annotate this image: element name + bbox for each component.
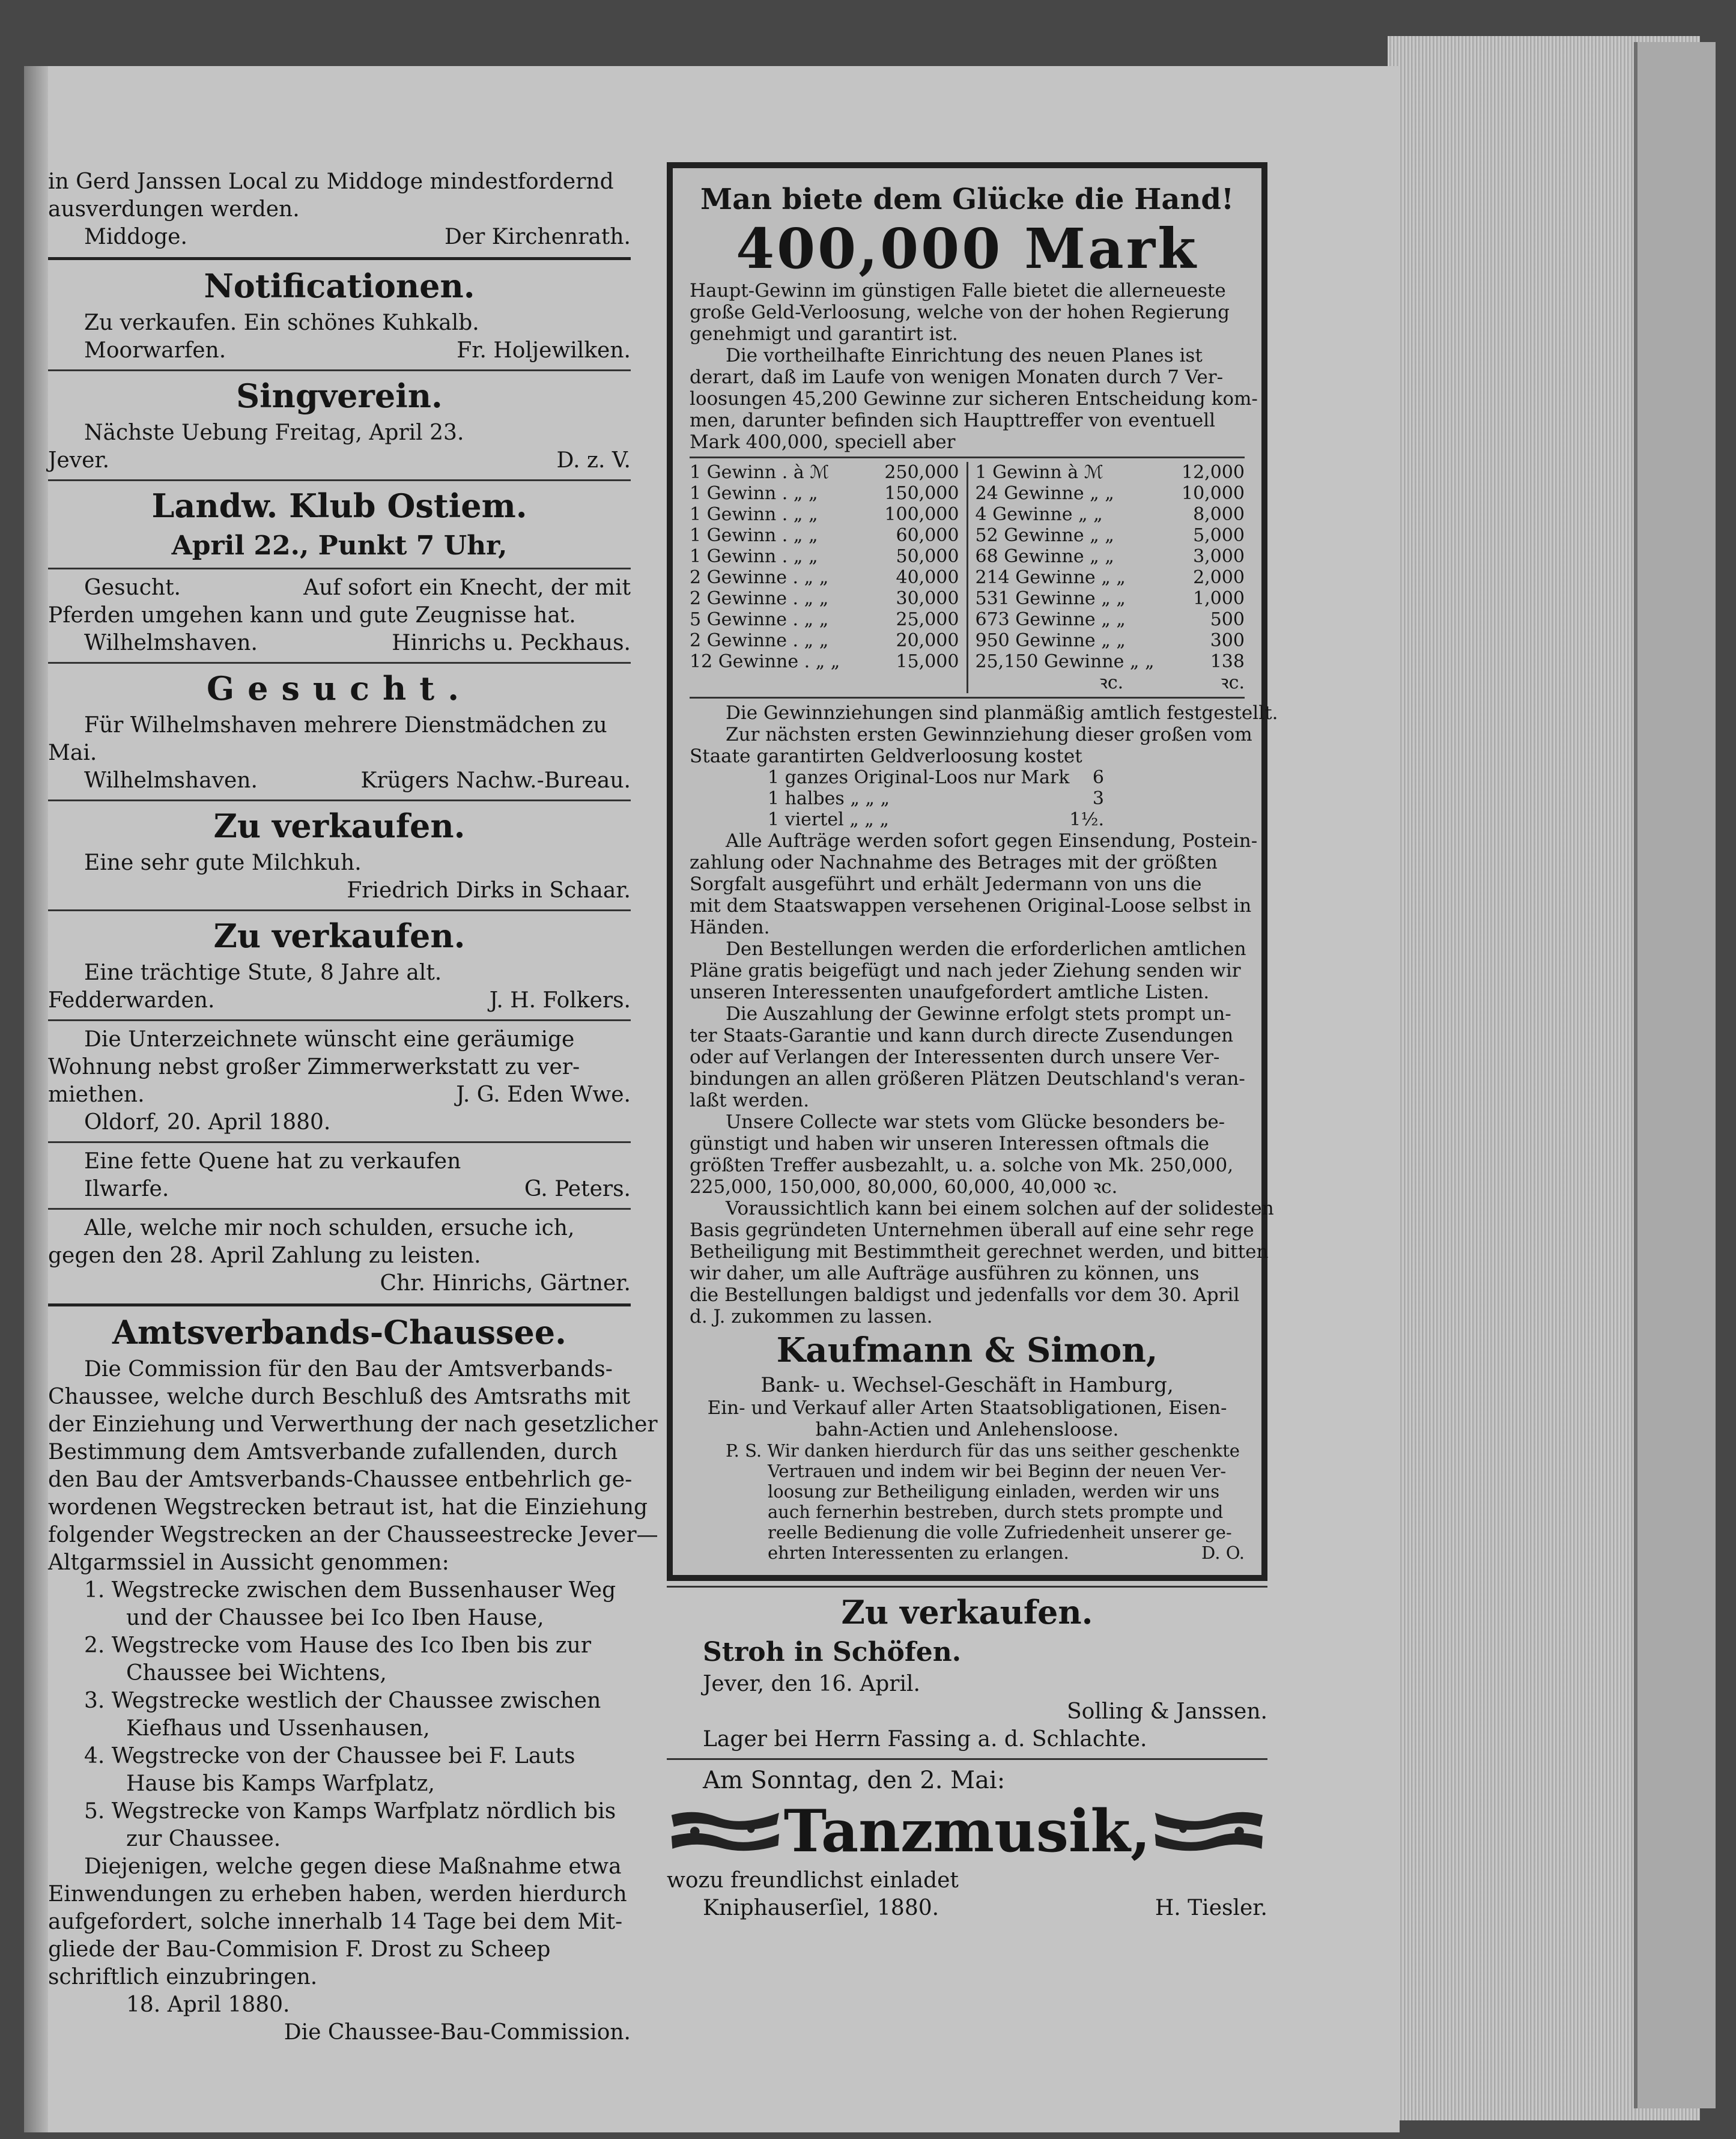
ad-signer: D. z. V. (556, 448, 631, 473)
ad-line: Sorgfalt ausgeführt und erhält Jedermann von uns die (690, 873, 1202, 895)
ad-footer (667, 1895, 1267, 1922)
ad-line: loosungen 45,200 Gewinne zur sicheren Entscheidung kom- (690, 388, 1258, 410)
table-row (976, 504, 1245, 525)
prize-value: 50,000 (896, 546, 959, 567)
ad-signer: D. O. (1201, 1543, 1245, 1563)
prize-label: 68 Gewinne „ „ (975, 546, 1114, 567)
ad-line: Lager bei Herrn Fassing a. d. Schlachte. (703, 1727, 1147, 1752)
ad-date: 18. April 1880. (126, 1992, 290, 2017)
table-row (976, 609, 1245, 630)
ad-line: schriftlich einzubringen. (48, 1965, 318, 1989)
ad-line: auch fernerhin bestreben, durch stets prompte und (768, 1502, 1224, 1522)
ad-line: reelle Bedienung die volle Zufriedenheit unserer ge- (768, 1522, 1232, 1543)
ornament-left-icon (667, 1798, 784, 1864)
ad-line: Unsere Collecte war stets vom Glücke besonders be- (726, 1111, 1225, 1133)
prize-value: 10,000 (1182, 483, 1245, 504)
ad-signer: G. Peters. (524, 1177, 631, 1201)
prize-value: 40,000 (896, 567, 959, 588)
prize-value: 2,000 (1193, 567, 1245, 588)
ad-signer: J. G. Eden Wwe. (456, 1082, 631, 1107)
ad-line: bindungen an allen größeren Plätzen Deutschland's veran- (690, 1068, 1245, 1090)
prize-value: 60,000 (896, 525, 959, 546)
prize-value: 3,000 (1193, 546, 1245, 567)
section-title: Gesucht. (206, 669, 473, 708)
tanzmusik-banner (667, 1798, 1267, 1864)
schulden-section (48, 1215, 631, 1297)
divider (48, 479, 631, 481)
ad-line: Betheiligung mit Bestimmtheit gerechnet werden, und bitten (690, 1241, 1269, 1263)
price-label: 1 viertel „ „ „ (768, 809, 889, 830)
ad-line: Bestimmung dem Amtsverbande zufallenden, durch (48, 1440, 618, 1464)
section-title: Singverein. (236, 377, 443, 415)
prize-value: 250,000 (884, 462, 959, 483)
ad-line: ter Staats-Garantie und kann durch directe Zusendungen (690, 1025, 1234, 1046)
page-spine-shadow (24, 66, 48, 2132)
ad-line: große Geld-Verloosung, welche von der hohen Regierung (690, 302, 1230, 323)
ad-keyword: Gesucht. (84, 575, 181, 600)
ad-place: Jever. (48, 448, 110, 473)
prize-label: 1 Gewinn à ℳ (975, 462, 1103, 483)
ad-line: Die Gewinnziehungen sind planmäßig amtlich festgestellt. (726, 702, 1278, 724)
list-item: Kiefhaus und Ussenhausen, (126, 1716, 430, 1741)
ad-line: wozu freundlichst einladet (667, 1868, 959, 1893)
ad-line: Mark 400,000, speciell aber (690, 431, 956, 453)
price-row (690, 809, 1104, 830)
ad-line: Zur nächsten ersten Gewinnziehung dieser großen vom (726, 724, 1252, 745)
divider (48, 1019, 631, 1021)
ad-line: miethen. (48, 1082, 145, 1107)
ad-line: derart, daß im Laufe von wenigen Monaten durch 7 Ver- (690, 366, 1224, 388)
ad-line: Den Bestellungen werden die erforderlichen amtlichen (726, 938, 1246, 960)
price-label: 1 halbes „ „ „ (768, 788, 890, 809)
section-title: Amtsverbands-Chaussee. (112, 1313, 566, 1352)
table-row (976, 567, 1245, 588)
prize-table-left (690, 462, 968, 693)
ad-line: Die vortheilhafte Einrichtung des neuen Planes ist (726, 345, 1203, 366)
ad-place: Fedderwarden. (48, 988, 215, 1013)
ad-footer (48, 987, 631, 1015)
ad-line: Für Wilhelmshaven mehrere Dienstmädchen zu (84, 713, 607, 738)
prize-table-right (968, 462, 1245, 693)
ad-line: mit dem Staatswappen versehenen Original-Loose selbst in (690, 895, 1252, 917)
ornament-right-icon (1150, 1798, 1267, 1864)
ad-line: ehrten Interessenten zu erlangen. (768, 1543, 1069, 1563)
section-subtitle: April 22., Punkt 7 Uhr, (171, 530, 508, 561)
quene-section (48, 1148, 631, 1203)
ad-line: Einwendungen zu erheben haben, werden hierdurch (48, 1882, 627, 1907)
ad-place: Moorwarfen. (84, 338, 226, 363)
ad-line: folgender Wegstrecken an der Chausseestrecke Jever— (48, 1523, 658, 1547)
list-item: 4. Wegstrecke von der Chaussee bei F. Lauts (84, 1744, 575, 1768)
table-row (690, 483, 959, 504)
table-row (690, 462, 959, 483)
ad-line: men, darunter befinden sich Haupttreffer von eventuell (690, 410, 1216, 431)
ad-line: Zu verkaufen. Ein schönes Kuhkalb. (84, 311, 479, 335)
firm-name: Kaufmann & Simon, (776, 1330, 1158, 1370)
divider (667, 1758, 1267, 1760)
prize-value: 12,000 (1182, 462, 1245, 483)
table-row (690, 651, 959, 672)
table-row (976, 630, 1245, 651)
prize-value: 138 (1210, 651, 1245, 672)
price-value: 3 (1092, 788, 1104, 809)
ad-line: genehmigt und garantirt ist. (690, 323, 958, 345)
wohnung-section (48, 1026, 631, 1136)
lottery-headline: Man biete dem Glücke die Hand! (700, 183, 1234, 216)
ad-footer (48, 630, 631, 657)
prize-label: 673 Gewinne „ „ (975, 609, 1126, 630)
ad-line: Alle, welche mir noch schulden, ersuche ich, (84, 1216, 575, 1240)
ad-line: Eine sehr gute Milchkuh. (84, 851, 362, 875)
table-row (690, 525, 959, 546)
list-item: zur Chaussee. (126, 1827, 281, 1851)
firm-description: Ein- und Verkauf aller Arten Staatsobligationen, Eisen- (707, 1397, 1227, 1419)
prize-value: 500 (1210, 609, 1245, 630)
ad-line: loosung zur Betheiligung einladen, werden wir uns (768, 1481, 1220, 1502)
prize-value: 100,000 (884, 504, 959, 525)
ad-line: d. J. zukommen zu lassen. (690, 1306, 933, 1327)
list-item: Hause bis Kamps Warfplatz, (126, 1771, 435, 1796)
table-row (690, 630, 959, 651)
ad-line: den Bau der Amtsverbands-Chaussee entbehrlich ge- (48, 1467, 633, 1492)
ad-line: Diejenigen, welche gegen diese Maßnahme etwa (84, 1854, 622, 1879)
ad-line: gegen den 28. April Zahlung zu leisten. (48, 1243, 481, 1268)
ad-text: Auf sofort ein Knecht, der mit (303, 575, 631, 600)
notice-line: in Gerd Janssen Local zu Middoge mindestfordernd (48, 169, 614, 194)
right-column (667, 162, 1278, 1922)
table-row (976, 462, 1245, 483)
ad-line: Alle Aufträge werden sofort gegen Einsendung, Postein- (726, 830, 1258, 852)
ad-place: Wilhelmshaven. (84, 768, 258, 793)
book-cover-edge (1634, 42, 1716, 2108)
ad-line: Staate garantirten Geldverloosung kostet (690, 745, 1082, 767)
prize-value: 1,000 (1193, 588, 1245, 609)
ad-line: Nächste Uebung Freitag, April 23. (84, 420, 464, 445)
left-column (48, 168, 658, 2046)
table-row (690, 504, 959, 525)
ad-line: Eine fette Quene hat zu verkaufen (84, 1149, 461, 1174)
ad-line: die Bestellungen baldigst und jedenfalls vor dem 30. April (690, 1284, 1240, 1306)
section-title: Notificationen. (204, 267, 475, 305)
table-row (690, 567, 959, 588)
ad-line: Altgarmssiel in Aussicht genommen: (48, 1550, 449, 1575)
divider (48, 909, 631, 911)
ad-line: größten Treffer ausbezahlt, u. a. solche von Mk. 250,000, (690, 1154, 1234, 1176)
ad-signer: Chr. Hinrichs, Gärtner. (380, 1271, 631, 1296)
table-row (976, 483, 1245, 504)
prize-value: 30,000 (896, 588, 959, 609)
stroh-section (667, 1592, 1267, 1753)
notice-footer (48, 223, 631, 251)
ad-line: oder auf Verlangen der Interessenten durch unsere Ver- (690, 1046, 1220, 1068)
prize-label: 5 Gewinne . „ „ (690, 609, 829, 630)
ad-line: Vertrauen und indem wir bei Beginn der neuen Ver- (768, 1461, 1227, 1481)
divider (48, 568, 631, 569)
price-value: 1½. (1069, 809, 1104, 830)
ad-line: aufgefordert, solche innerhalb 14 Tage bei dem Mit- (48, 1910, 623, 1934)
section-subtitle: Stroh in Schöfen. (703, 1637, 962, 1667)
ad-signer: Solling & Janssen. (1066, 1699, 1267, 1724)
tanzmusik-title: Tanzmusik, (783, 1797, 1151, 1865)
prize-value: 8,000 (1193, 504, 1245, 525)
ad-line: Chaussee, welche durch Beschluß des Amtsraths mit (48, 1385, 631, 1409)
section-title: Zu verkaufen. (213, 807, 466, 845)
chaussee-section (48, 1312, 658, 2046)
prize-label: 25,150 Gewinne „ „ (975, 651, 1155, 672)
prize-label: 1 Gewinn . à ℳ (690, 462, 830, 483)
table-row (976, 672, 1245, 693)
section-title: Landw. Klub Ostiem. (151, 487, 527, 525)
klub-section (48, 486, 631, 657)
prize-label: 2 Gewinne . „ „ (690, 588, 829, 609)
ad-line: wordenen Wegstrecken betraut ist, hat die Einziehung (48, 1495, 648, 1520)
ad-line: zahlung oder Nachnahme des Betrages mit der größten (690, 852, 1218, 873)
ad-signer: Fr. Holjewilken. (457, 338, 631, 363)
prize-value: 25,000 (896, 609, 959, 630)
divider (48, 1208, 631, 1210)
ad-line: 225,000, 150,000, 80,000, 60,000, 40,000 ꝛc. (690, 1176, 1118, 1198)
ad-footer (48, 447, 631, 475)
ad-signer: Krügers Nachw.-Bureau. (360, 768, 631, 793)
list-item: und der Chaussee bei Ico Iben Hause, (126, 1606, 544, 1630)
ad-signer: J. H. Folkers. (489, 988, 631, 1013)
ad-footer (48, 767, 631, 795)
ad-footer (48, 337, 631, 365)
notice-signer: Der Kirchenrath. (444, 225, 631, 249)
section-title: Zu verkaufen. (213, 917, 466, 955)
ad-line: gliede der Bau-Commision F. Drost zu Scheep (48, 1937, 551, 1962)
divider (48, 1141, 631, 1143)
verkaufen-milchkuh-section (48, 806, 631, 905)
price-value: 6 (1092, 767, 1104, 788)
ad-line: unseren Interessenten unaufgefordert amtliche Listen. (690, 982, 1210, 1003)
table-row (976, 546, 1245, 567)
ad-line: Händen. (690, 917, 770, 938)
price-label: 1 ganzes Original-Loos nur Mark (768, 767, 1070, 788)
ad-line: Pläne gratis beigefügt und nach jeder Ziehung senden wir (690, 960, 1241, 982)
ad-line: der Einziehung und Verwerthung der nach gesetzlicher (48, 1412, 658, 1437)
ad-line: Wohnung nebst großer Zimmerwerkstatt zu ver- (48, 1055, 580, 1079)
prize-value: 150,000 (884, 483, 959, 504)
ad-line: laßt werden. (690, 1090, 810, 1111)
notice-place: Middoge. (84, 225, 187, 249)
tanzmusik-section (667, 1765, 1267, 1922)
ad-footer (48, 1081, 631, 1109)
table-row (976, 525, 1245, 546)
prize-label: 531 Gewinne „ „ (975, 588, 1126, 609)
prize-label: 12 Gewinne . „ „ (690, 651, 840, 672)
ad-line: Eine trächtige Stute, 8 Jahre alt. (84, 960, 442, 985)
singverein-section (48, 376, 631, 475)
price-row (690, 767, 1104, 788)
prize-label: 214 Gewinne „ „ (975, 567, 1126, 588)
prize-label: 950 Gewinne „ „ (975, 630, 1126, 651)
divider (48, 257, 631, 260)
ad-signer: Friedrich Dirks in Schaar. (347, 878, 631, 903)
table-row (976, 651, 1245, 672)
gesucht-section (48, 669, 631, 795)
list-item: 5. Wegstrecke von Kamps Warfplatz nördlich bis (84, 1799, 616, 1824)
list-item: 2. Wegstrecke vom Hause des Ico Iben bis zur (84, 1633, 592, 1658)
prize-label: 52 Gewinne „ „ (975, 525, 1114, 546)
prize-label: ꝛc. (1099, 672, 1124, 693)
prize-label: 1 Gewinn . „ „ (690, 546, 818, 567)
ad-place: Kniphauserſiel, 1880. (703, 1896, 939, 1920)
prize-label: 2 Gewinne . „ „ (690, 567, 829, 588)
prize-label: 1 Gewinn . „ „ (690, 483, 818, 504)
section-title: Zu verkaufen. (841, 1593, 1093, 1631)
lottery-advertisement (667, 162, 1278, 1581)
ad-date: Am Sonntag, den 2. Mai: (703, 1767, 1006, 1794)
ad-line (48, 574, 631, 602)
ad-line: P. S. Wir danken hierdurch für das uns seither geschenkte (726, 1440, 1240, 1461)
firm-description: Bank- u. Wechsel-Geschäft in Hamburg, (760, 1373, 1174, 1397)
divider (48, 662, 631, 664)
prize-label: 1 Gewinn . „ „ (690, 504, 818, 525)
divider (48, 799, 631, 801)
ad-place: Oldorf, 20. April 1880. (84, 1110, 331, 1135)
table-row (690, 588, 959, 609)
list-item: Chaussee bei Wichtens, (126, 1661, 387, 1685)
list-item: 1. Wegstrecke zwischen dem Bussenhauser Weg (84, 1578, 616, 1603)
prize-value: ꝛc. (1220, 672, 1245, 693)
prize-value: 5,000 (1193, 525, 1245, 546)
table-row (690, 609, 959, 630)
ad-signer: Die Chaussee-Bau-Commission. (284, 2020, 631, 2045)
price-row (690, 788, 1104, 809)
prize-label: 1 Gewinn . „ „ (690, 525, 818, 546)
ad-line: günstigt und haben wir unseren Interessen oftmals die (690, 1133, 1210, 1154)
ad-place: Jever, den 16. April. (703, 1672, 920, 1696)
ad-line: Die Auszahlung der Gewinne erfolgt stets prompt un- (726, 1003, 1231, 1025)
ad-line: Voraussichtlich kann bei einem solchen auf der solidesten (726, 1198, 1274, 1219)
ad-signer: Hinrichs u. Peckhaus. (392, 631, 631, 655)
ad-line: Die Commission für den Bau der Amtsverbands- (84, 1357, 613, 1382)
divider (667, 1586, 1267, 1588)
prize-label: 2 Gewinne . „ „ (690, 630, 829, 651)
ad-line: Basis gegründeten Unternehmen überall auf eine sehr rege (690, 1219, 1254, 1241)
ad-line: Pferden umgehen kann und gute Zeugnisse hat. (48, 603, 576, 628)
top-notice (48, 168, 631, 251)
divider (48, 1303, 631, 1306)
ad-line: Mai. (48, 741, 97, 765)
lottery-amount: 400,000 Mark (736, 216, 1198, 281)
list-item: 3. Wegstrecke westlich der Chaussee zwischen (84, 1688, 601, 1713)
divider (48, 369, 631, 371)
prize-label: 24 Gewinne „ „ (975, 483, 1114, 504)
notifications-section (48, 266, 631, 365)
ad-signer: H. Tiesler. (1155, 1896, 1267, 1920)
ad-footer (48, 1176, 631, 1203)
prize-value: 15,000 (896, 651, 959, 672)
ad-place: Wilhelmshaven. (84, 631, 258, 655)
prize-value: 20,000 (896, 630, 959, 651)
ad-line: Die Unterzeichnete wünscht eine geräumige (84, 1027, 575, 1052)
ad-line: Haupt-Gewinn im günstigen Falle bietet die allerneueste (690, 280, 1226, 302)
table-row (976, 588, 1245, 609)
ad-footer (690, 1543, 1245, 1563)
prize-value: 300 (1210, 630, 1245, 651)
prize-table (690, 457, 1245, 699)
notice-line: ausverdungen werden. (48, 197, 300, 222)
firm-description: bahn-Actien und Anlehensloose. (815, 1419, 1119, 1440)
verkaufen-stute-section (48, 916, 631, 1015)
ad-place: Ilwarfe. (84, 1177, 169, 1201)
ad-line: wir daher, um alle Aufträge ausführen zu können, uns (690, 1263, 1200, 1284)
table-row (690, 546, 959, 567)
prize-label: 4 Gewinne „ „ (975, 504, 1103, 525)
